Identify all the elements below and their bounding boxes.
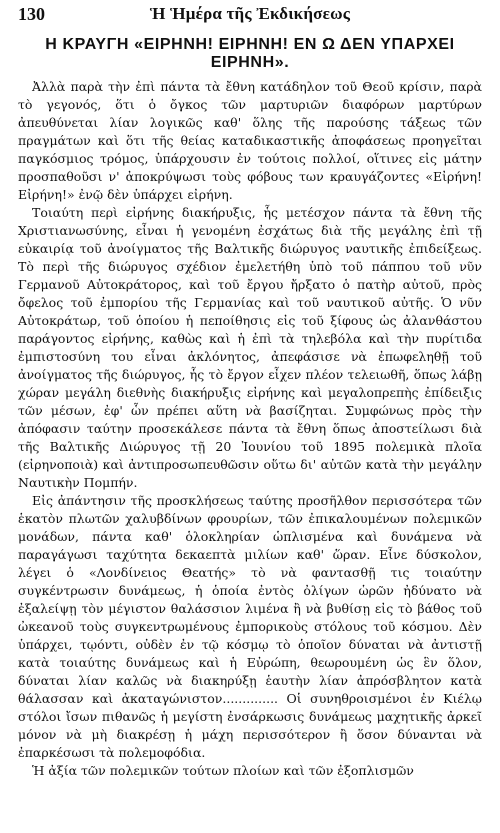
- paragraph: Τοιαύτη περὶ εἰρήνης διακήρυξις, ἧς μετέσχον πάντα τὰ ἔθνη τῆς Χριστιανωσύνης, εἶναι ἡ γενομένη ἐσχάτως διὰ τῆς μεγάλης ἐπὶ τῇ εὐκαιρίᾳ τοῦ ἀνοίγματος τῆς Βαλτικῆς διώρυγος ναυτικῆς ἐπιδείξεως. Τὸ περὶ τῆς διώρυγος σχέδιον ἐμελετήθη ὑπὸ τοῦ πάππου τοῦ νῦν Γερμανοῦ Αὐτοκράτορος, καὶ τοῦ ἔργου ἤρξατο ὁ πατὴρ αὐτοῦ, πρὸς ὄφελος τοῦ ἐμπορίου τῆς Γερμανίας καὶ τοῦ ναυτικοῦ αὐτῆς. Ὁ νῦν Αὐτοκράτωρ, τοῦ ὁποίου ἡ πεποίθησις εἰς τοῦ ξίφους ὡς ἀλανθάστου παράγοντος εἰρήνης, καθὼς καὶ ἡ ἐπὶ τὰ τηλεβόλα καὶ τὴν πυρίτιδα ἐμπιστοσύνη του εἶναι ἀκλόνητος, ἀπεφάσισε νὰ ἐπωφεληθῇ τοῦ ἀνοίγματος τῆς διώρυγος, ἧς τὸ ἔργον εἶχεν πλέον τελειωθῆ, ὅπως λάβῃ χώραν μεγάλη διεθνὴς διακήρυξις εἰρήνης καὶ μεγαλοπρεπὴς ἐπίδειξις τῶν μέσων, ἐφ' ὧν πρέπει αὕτη νὰ βασίζηται. Συμφώνως πρὸς τὴν ἀπόφασιν ταύτην προσεκάλεσε πάντα τὰ ἔθνη ὅπως ἀποστείλωσι διὰ τῆς Βαλτικῆς Διώρυγος τῇ 20 Ἰουνίου τοῦ 1895 πολεμικὰ πλοῖα (εἰρηνοποιὰ) καὶ ἀντιπροσωπευθῶσιν οὕτω δι' αὐτῶν κατὰ τὴν μεγάλην Ναυτικὴν Πομπήν.: [18, 205, 482, 490]
- article-title: Η ΚΡΑΥΓΗ «ΕΙΡΗΝΗ! ΕΙΡΗΝΗ! ΕΝ Ω ΔΕΝ ΥΠΑΡΧΕΙ ΕΙΡΗΝΗ».: [45, 36, 455, 71]
- paragraph: Ἀλλὰ παρὰ τὴν ἐπὶ πάντα τὰ ἔθνη κατάδηλον τοῦ Θεοῦ κρίσιν, παρὰ τὸ γεγονός, ὅτι ὁ ὄγκος τῶν μαρτυριῶν διαφόρων μαρτύρων ἀπευθύνεται λίαν λογικῶς καθ' ὅλης τῆς παρούσης τάξεως τῶν πραγμάτων καὶ ὅτι τῆς θείας καταδικαστικῆς ἀποφάσεως προηγεῖται παγκόσμιος τρόμος, ὑπάρχουσιν ἐν τούτοις πολλοί, οἵτινες εἰς μάτην προσπαθοῦσι ν' ἀποκρύψωσι τοὺς φόβους των κραυγάζοντες «Εἰρήνη! Εἰρήνη!» ἐνῷ δὲν ὑπάρχει εἰρήνη.: [18, 79, 482, 202]
- page-number: 130: [18, 4, 45, 24]
- paragraph: Εἰς ἀπάντησιν τῆς προσκλήσεως ταύτης προσῆλθον περισσότερα τῶν ἑκατὸν πλωτῶν χαλυβδίνων φρουρίων, τῶν ἐπικαλουμένων πολεμικῶν μονάδων, πάντα καθ' ὁλοκληρίαν ὡπλισμένα καὶ δυνάμενα νὰ παραγάγωσι ταχύτητα δεκαεπτὰ μιλίων καθ' ὥραν. Εἶνε δύσκολον, λέγει ὁ «Λονδίνειος Θεατής» τὸ νὰ φαντασθῇ τις τοιαύτην συγκέντρωσιν δυνάμεως, ἡ ὁποία ἐντὸς ὀλίγων ὡρῶν ἠδύνατο νὰ ἐξαλείψῃ τὸν μέγιστον θαλάσσιον λιμένα ἢ νὰ βυθίσῃ εἰς τὸ βάθος τοῦ ὠκεανοῦ τοὺς συγκεντρωμένους ἐμπορικοὺς στόλους τοῦ κόσμου. Δὲν ὑπάρχει, τῳόντι, οὐδὲν ἐν τῷ κόσμῳ τὸ ὁποῖον δύναται νὰ ἀντιστῇ κατὰ τοιαύτης δυνάμεως καὶ ἡ Εὐρώπη, θεωρουμένη ὡς ἓν ὅλον, δύναται λίαν καλῶς νὰ διακηρύξῃ ἑαυτὴν λίαν ἀπρόσβλητον κατὰ θάλασσαν καὶ ἀκαταγώνιστον.............. Οἱ συνηθροισμένοι ἐν Κιέλῳ στόλοι ἴσων πιθανῶς ἡ μεγίστη ἐνσάρκωσις δυνάμεως μαχητικῆς ἀρκεῖ μόνον νὰ μὴ διακρέσῃ ἡ μάχη περισσότερον ἢ ὅσον δύνανται νὰ ἐπαρκέσωσι τὰ πολεμοφόδια.: [18, 493, 482, 760]
- paragraph: Ἡ ἀξία τῶν πολεμικῶν τούτων πλοίων καὶ τῶν ἐξοπλισμῶν: [32, 763, 414, 778]
- article-body: [18, 78, 482, 780]
- running-title: Ἡ Ἡμέρα τῆς Ἐκδικήσεως: [149, 4, 351, 23]
- running-header: [18, 0, 482, 30]
